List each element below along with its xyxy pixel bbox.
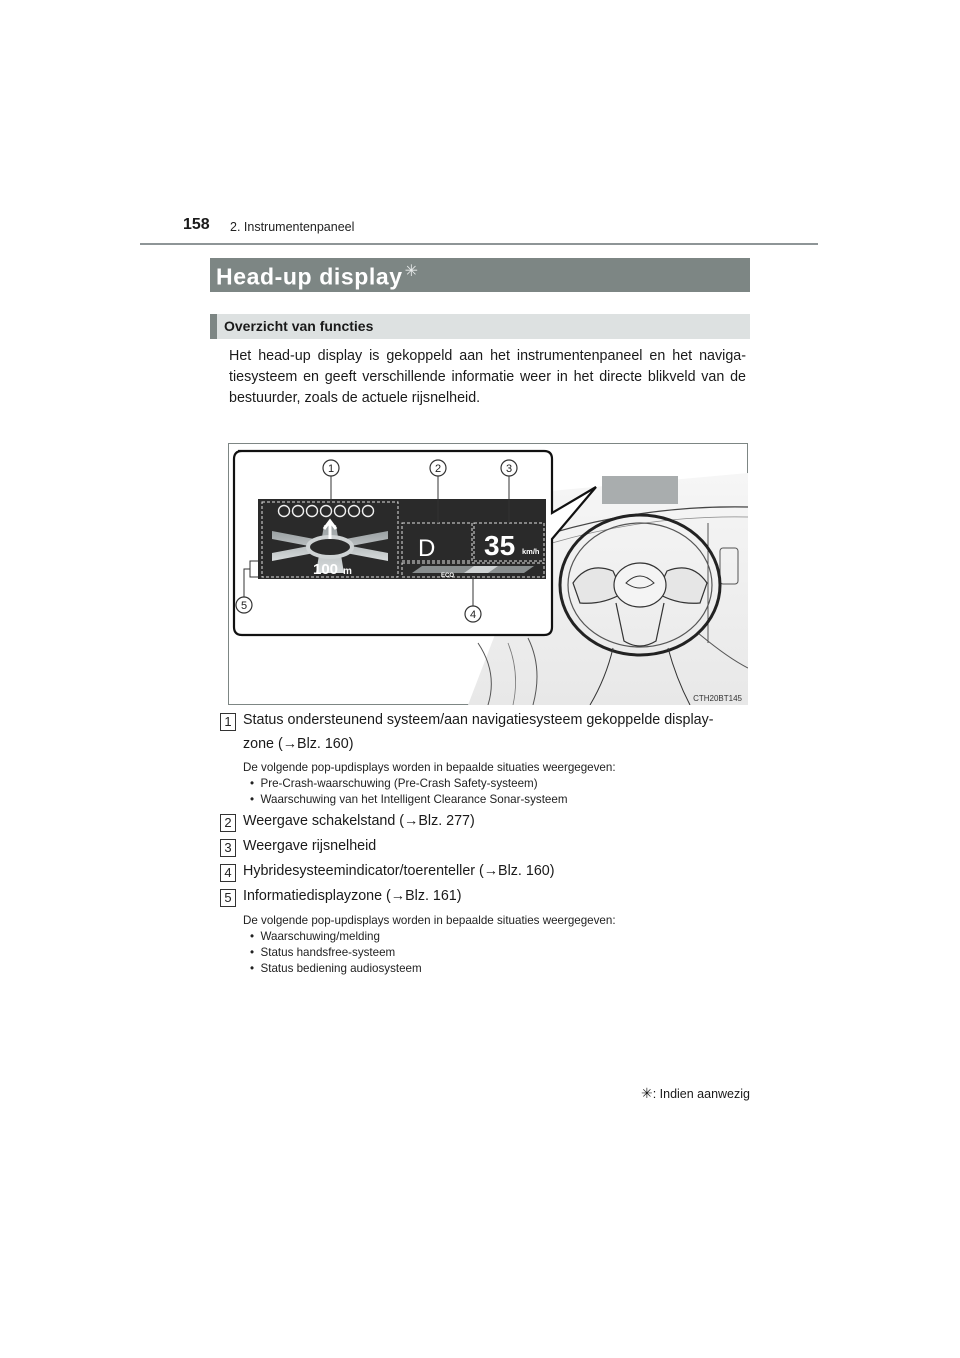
callout-2 [430, 460, 446, 476]
speed-unit: km/h [522, 547, 540, 556]
page-title [216, 261, 419, 291]
section-accent [210, 314, 217, 339]
optional-marker-icon: ✳ [640, 1085, 653, 1101]
item-3-text: Weergave rijsnelheid [243, 838, 377, 854]
item-number-4: 4 [220, 864, 236, 882]
intro-paragraph: Het head-up display is gekoppeld aan het instrumentenpaneel en het naviga-tiesysteem en geeft verschillende informatie weer in het directe blikveld van de bestuurder, zoals de actuele rijsnelheid. [229, 348, 746, 406]
svg-text:2: 2 [434, 463, 442, 475]
callout-1 [323, 460, 339, 476]
hud-illustration [228, 443, 748, 705]
svg-text:3: 3 [505, 463, 513, 475]
svg-text:4: 4 [469, 609, 477, 621]
item-1-bullet-2: • Waarschuwing van het Intelligent Clearance Sonar-systeem [250, 793, 568, 806]
item-4-text: Hybridesysteemindicator/toerenteller (→Blz. 160) [243, 863, 555, 879]
item-5-bullet-1: • Waarschuwing/melding [250, 930, 380, 943]
item-5-bullet-3: • Status bediening audiosysteem [250, 962, 422, 975]
chapter-title: 2. Instrumentenpaneel [230, 220, 355, 234]
item-number-3: 3 [220, 839, 236, 857]
page-title-text: Head-up display [216, 263, 403, 290]
callout-4 [465, 606, 481, 622]
eco-label: ECO [441, 573, 455, 579]
callout-5 [236, 597, 252, 613]
distance-unit: m [343, 566, 352, 577]
speed-value: 35 [484, 530, 516, 561]
item-5-bullet-2: • Status handsfree-systeem [250, 946, 396, 959]
item-number-2: 2 [220, 814, 236, 832]
section-heading: Overzicht van functies [224, 318, 374, 334]
hud-illustration-svg [228, 443, 748, 705]
header-divider [140, 243, 818, 245]
item-1-note: De volgende pop-updisplays worden in bepaalde situaties weergegeven: [243, 761, 616, 774]
svg-text:5: 5 [240, 600, 248, 612]
svg-text:1: 1 [327, 463, 335, 475]
gear-indicator: D [418, 535, 436, 562]
hud-projection-area [602, 476, 678, 504]
footnote-text: : Indien aanwezig [652, 1087, 750, 1101]
item-1-text [243, 710, 753, 755]
item-1-bullet-1: • Pre-Crash-waarschuwing (Pre-Crash Safety-systeem) [250, 777, 538, 790]
callout-3 [501, 460, 517, 476]
item-number-5: 5 [220, 889, 236, 907]
item-1-line-2: zone (→Blz. 160) [243, 736, 354, 752]
item-number-1: 1 [220, 713, 236, 731]
item-1-line-1: Status ondersteunend systeem/aan navigatiesysteem gekoppelde display- [243, 712, 714, 728]
footnote [620, 1085, 750, 1102]
figure-code: CTH20BT145 [693, 694, 742, 703]
item-2-text: Weergave schakelstand (→Blz. 277) [243, 813, 475, 829]
page-number: 158 [183, 216, 210, 233]
item-5-text: Informatiedisplayzone (→Blz. 161) [243, 888, 462, 904]
distance-value: 100 [313, 561, 339, 578]
item-5-note: De volgende pop-updisplays worden in bepaalde situaties weergegeven: [243, 914, 616, 927]
optional-marker-icon: ✳ [404, 263, 419, 280]
